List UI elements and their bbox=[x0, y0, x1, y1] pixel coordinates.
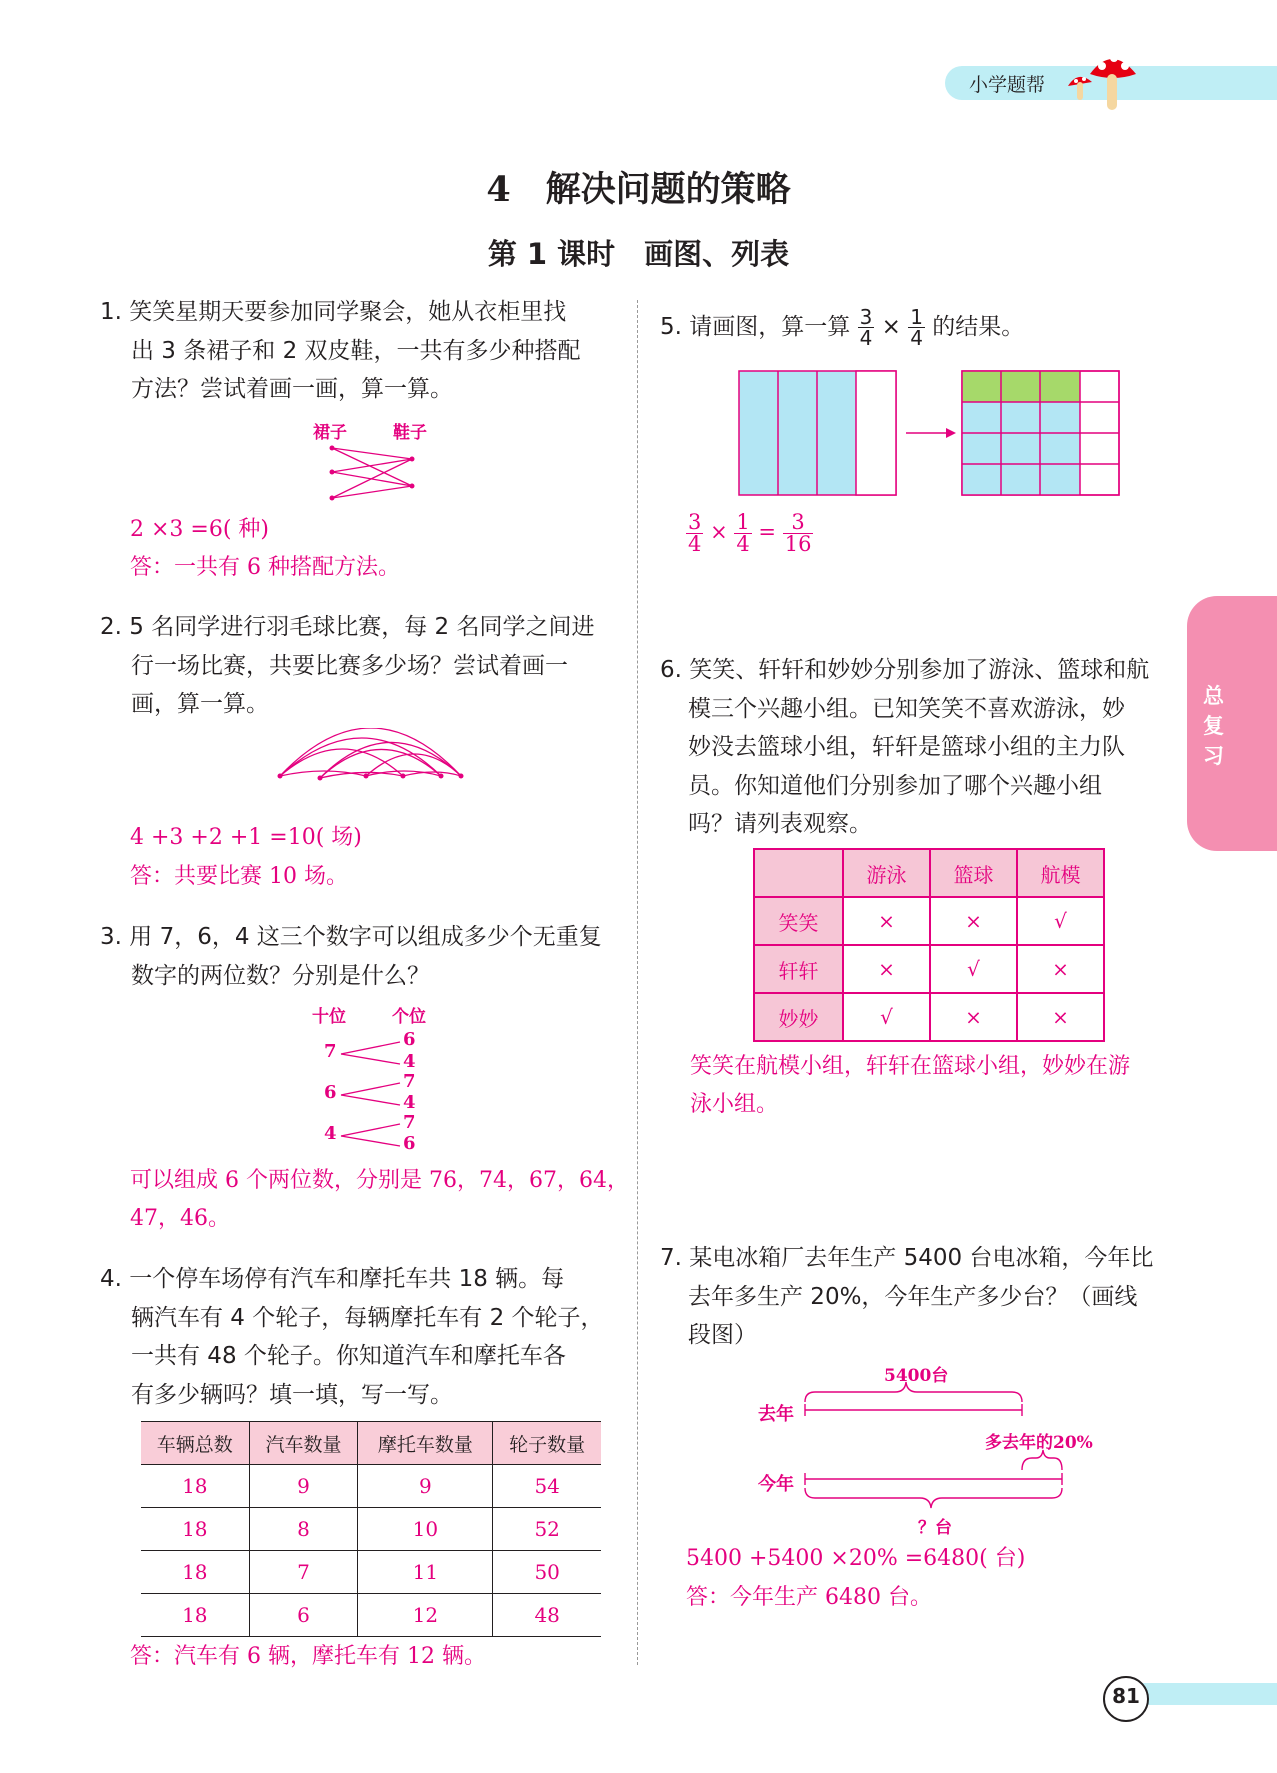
q3-ones-3a: 7 bbox=[403, 1112, 416, 1133]
q5-res-b-numerator: 1 bbox=[736, 510, 750, 534]
q4-cell: 9 bbox=[358, 1465, 493, 1508]
q6-cell: √ bbox=[843, 993, 930, 1041]
q2-answer: 答：共要比赛 10 场。 bbox=[130, 864, 348, 889]
q6-cell: × bbox=[843, 897, 930, 945]
q6-row-name: 笑笑 bbox=[754, 897, 843, 945]
q5-fraction-diagram bbox=[738, 370, 1120, 498]
side-tab-char-2: 复 bbox=[1203, 714, 1224, 738]
q4-cell: 50 bbox=[493, 1551, 601, 1594]
q4-cell: 18 bbox=[141, 1594, 249, 1637]
q4-cell: 48 bbox=[493, 1594, 601, 1637]
q1-calc: 2 ×3 =6( 种) bbox=[130, 517, 270, 542]
q3-ones-2b: 4 bbox=[403, 1092, 416, 1113]
q6-header-row bbox=[754, 849, 1104, 897]
q5-res-a-denominator: 4 bbox=[688, 532, 702, 556]
q3-answer-line-1: 可以组成 6 个两位数，分别是 76，74，67，64， bbox=[130, 1168, 629, 1193]
q4-header: 车辆总数 bbox=[141, 1422, 249, 1465]
q2-line-3: 画，算一算。 bbox=[131, 691, 269, 717]
q6-text bbox=[660, 651, 1180, 844]
q1-text bbox=[100, 293, 620, 409]
q2-calc: 4 +3 +2 +1 =10( 场) bbox=[130, 825, 362, 850]
q1-pairing-diagram bbox=[320, 442, 420, 504]
q6-header: 游泳 bbox=[843, 849, 930, 897]
q5-res-a-numerator: 3 bbox=[688, 510, 702, 534]
q7-label-question: ？台 bbox=[918, 1518, 952, 1538]
q6-row-name: 轩轩 bbox=[754, 945, 843, 993]
q5-res-c-denominator: 16 bbox=[784, 532, 812, 556]
q4-cell: 8 bbox=[249, 1508, 358, 1551]
side-tab bbox=[1187, 596, 1277, 851]
q7-label-last-year: 去年 bbox=[758, 1404, 794, 1425]
q2-line-1: 2. 5 名同学进行羽毛球比赛，每 2 名同学之间进 bbox=[100, 614, 595, 640]
q3-tens-3: 4 bbox=[324, 1123, 337, 1144]
q4-header: 汽车数量 bbox=[249, 1422, 358, 1465]
q4-line-1: 4. 一个停车场停有汽车和摩托车共 18 辆。每 bbox=[100, 1266, 565, 1292]
q3-ones-2a: 7 bbox=[403, 1071, 416, 1092]
q5-res-eq: = bbox=[758, 520, 777, 544]
q6-header: 篮球 bbox=[930, 849, 1017, 897]
q4-table bbox=[141, 1421, 601, 1637]
q5-res-b bbox=[734, 512, 751, 555]
q4-answer: 答：汽车有 6 辆，摩托车有 12 辆。 bbox=[130, 1644, 486, 1669]
q5-text bbox=[660, 305, 1220, 349]
q3-ones-1b: 4 bbox=[403, 1051, 416, 1072]
q4-cell: 7 bbox=[249, 1551, 358, 1594]
q4-cell: 11 bbox=[358, 1551, 493, 1594]
q1-line-2: 出 3 条裙子和 2 双皮鞋，一共有多少种搭配 bbox=[131, 337, 581, 364]
q5-result bbox=[686, 512, 813, 555]
q6-line-1: 6. 笑笑、轩轩和妙妙分别参加了游泳、篮球和航 bbox=[660, 657, 1150, 683]
q4-cell: 6 bbox=[249, 1594, 358, 1637]
q4-header: 摩托车数量 bbox=[358, 1422, 493, 1465]
q7-line-3: 段图） bbox=[688, 1322, 757, 1348]
q7-line-segment-diagram bbox=[800, 1380, 1070, 1516]
table-row bbox=[754, 897, 1104, 945]
q4-line-4: 有多少辆吗？填一填，写一写。 bbox=[131, 1381, 453, 1408]
lesson-title: 第 1 课时 画图、列表 bbox=[487, 237, 790, 271]
q5-fraction-2 bbox=[908, 307, 925, 348]
q5-suffix: 的结果。 bbox=[932, 314, 1025, 340]
q6-answer bbox=[690, 1048, 1130, 1124]
q7-line-1: 7. 某电冰箱厂去年生产 5400 台电冰箱，今年比 bbox=[660, 1245, 1154, 1271]
q5-res-c-numerator: 3 bbox=[783, 512, 814, 534]
table-row bbox=[141, 1594, 601, 1637]
q3-ones-label: 个位 bbox=[392, 1007, 426, 1027]
q5-fraction-1 bbox=[858, 307, 875, 348]
q5-f2-numerator: 1 bbox=[910, 305, 923, 329]
q5-f1-denominator: 4 bbox=[859, 326, 873, 350]
q6-cell: √ bbox=[930, 945, 1017, 993]
q4-header: 轮子数量 bbox=[493, 1422, 601, 1465]
q4-cell: 10 bbox=[358, 1508, 493, 1551]
q3-tens-2: 6 bbox=[324, 1082, 337, 1103]
side-tab-char-1: 总 bbox=[1203, 684, 1224, 708]
q3-line-2: 数字的两位数？分别是什么？ bbox=[131, 962, 430, 989]
q6-header: 航模 bbox=[1017, 849, 1104, 897]
q6-line-2: 模三个兴趣小组。已知笑笑不喜欢游泳，妙 bbox=[688, 695, 1125, 722]
q6-cell: √ bbox=[1017, 897, 1104, 945]
q3-tens-1: 7 bbox=[324, 1041, 337, 1062]
q6-answer-line-2: 泳小组。 bbox=[690, 1092, 779, 1117]
q6-table bbox=[753, 848, 1105, 1042]
q1-answer: 答：一共有 6 种搭配方法。 bbox=[130, 555, 400, 580]
q5-res-b-denominator: 4 bbox=[736, 532, 750, 556]
q3-answer bbox=[130, 1162, 629, 1238]
q7-label-total: 5400台 bbox=[884, 1366, 949, 1386]
q4-cell: 52 bbox=[493, 1508, 601, 1551]
q7-calc: 5400 +5400 ×20% =6480( 台) bbox=[686, 1546, 1026, 1571]
q7-answer: 答：今年生产 6480 台。 bbox=[686, 1585, 932, 1610]
side-tab-char-3: 习 bbox=[1203, 744, 1224, 768]
q6-row-name: 妙妙 bbox=[754, 993, 843, 1041]
q1-label-shoes: 鞋子 bbox=[393, 423, 427, 443]
q3-text bbox=[100, 918, 620, 995]
q7-line-2: 去年多生产 20%，今年生产多少台？（画线 bbox=[688, 1283, 1138, 1310]
q4-line-3: 一共有 48 个轮子。你知道汽车和摩托车各 bbox=[131, 1343, 566, 1369]
q6-cell: × bbox=[843, 945, 930, 993]
q4-cell: 18 bbox=[141, 1508, 249, 1551]
q6-cell: × bbox=[1017, 945, 1104, 993]
q4-text bbox=[100, 1260, 620, 1414]
q6-cell: × bbox=[930, 897, 1017, 945]
q1-label-skirts: 裙子 bbox=[313, 423, 347, 443]
table-row bbox=[754, 945, 1104, 993]
q6-cell: × bbox=[1017, 993, 1104, 1041]
q7-label-more: 多去年的20% bbox=[985, 1433, 1093, 1453]
q5-f2-denominator: 4 bbox=[910, 326, 923, 350]
q5-f1-numerator: 3 bbox=[859, 305, 873, 329]
q2-text bbox=[100, 608, 620, 724]
q5-times: × bbox=[881, 314, 901, 340]
q4-header-row bbox=[141, 1422, 601, 1465]
q3-ones-1a: 6 bbox=[403, 1029, 416, 1050]
q2-line-2: 行一场比赛，共要比赛多少场？尝试着画一 bbox=[131, 652, 568, 679]
q6-cell: × bbox=[930, 993, 1017, 1041]
chapter-title: 4 解决问题的策略 bbox=[486, 169, 791, 210]
table-row bbox=[141, 1551, 601, 1594]
q5-res-a bbox=[686, 512, 703, 555]
q6-line-3: 妙没去篮球小组，轩轩是篮球小组的主力队 bbox=[688, 734, 1125, 760]
mushroom-icon bbox=[1060, 44, 1144, 116]
q3-answer-line-2: 47，46。 bbox=[130, 1206, 230, 1231]
q5-res-c bbox=[783, 512, 814, 555]
q4-cell: 9 bbox=[249, 1465, 358, 1508]
q7-text bbox=[660, 1239, 1180, 1355]
q7-label-this-year: 今年 bbox=[758, 1474, 794, 1495]
q2-match-diagram bbox=[275, 728, 471, 798]
q4-cell: 18 bbox=[141, 1551, 249, 1594]
table-row bbox=[141, 1508, 601, 1551]
column-divider bbox=[637, 300, 638, 1665]
page-number: 81 bbox=[1112, 1684, 1140, 1708]
q5-res-op: × bbox=[710, 520, 728, 544]
q6-header bbox=[754, 849, 843, 897]
q3-ones-3b: 6 bbox=[403, 1133, 416, 1154]
q4-line-2: 辆汽车有 4 个轮子，每辆摩托车有 2 个轮子， bbox=[131, 1304, 604, 1331]
q6-answer-line-1: 笑笑在航模小组，轩轩在篮球小组，妙妙在游 bbox=[690, 1054, 1131, 1079]
q3-line-1: 3. 用 7，6，4 这三个数字可以组成多少个无重复 bbox=[100, 924, 602, 950]
q1-line-3: 方法？尝试着画一画，算一算。 bbox=[131, 376, 453, 402]
header-brand: 小学题帮 bbox=[969, 74, 1046, 96]
table-row bbox=[754, 993, 1104, 1041]
q4-cell: 12 bbox=[358, 1594, 493, 1637]
q4-cell: 18 bbox=[141, 1465, 249, 1508]
q5-prefix: 5. 请画图，算一算 bbox=[660, 314, 851, 340]
table-row bbox=[141, 1465, 601, 1508]
q3-tens-label: 十位 bbox=[312, 1007, 346, 1027]
q4-cell: 54 bbox=[493, 1465, 601, 1508]
q6-line-4: 员。你知道他们分别参加了哪个兴趣小组 bbox=[688, 772, 1102, 799]
q6-line-5: 吗？请列表观察。 bbox=[688, 811, 872, 837]
q1-line-1: 1. 笑笑星期天要参加同学聚会，她从衣柜里找 bbox=[100, 299, 567, 325]
